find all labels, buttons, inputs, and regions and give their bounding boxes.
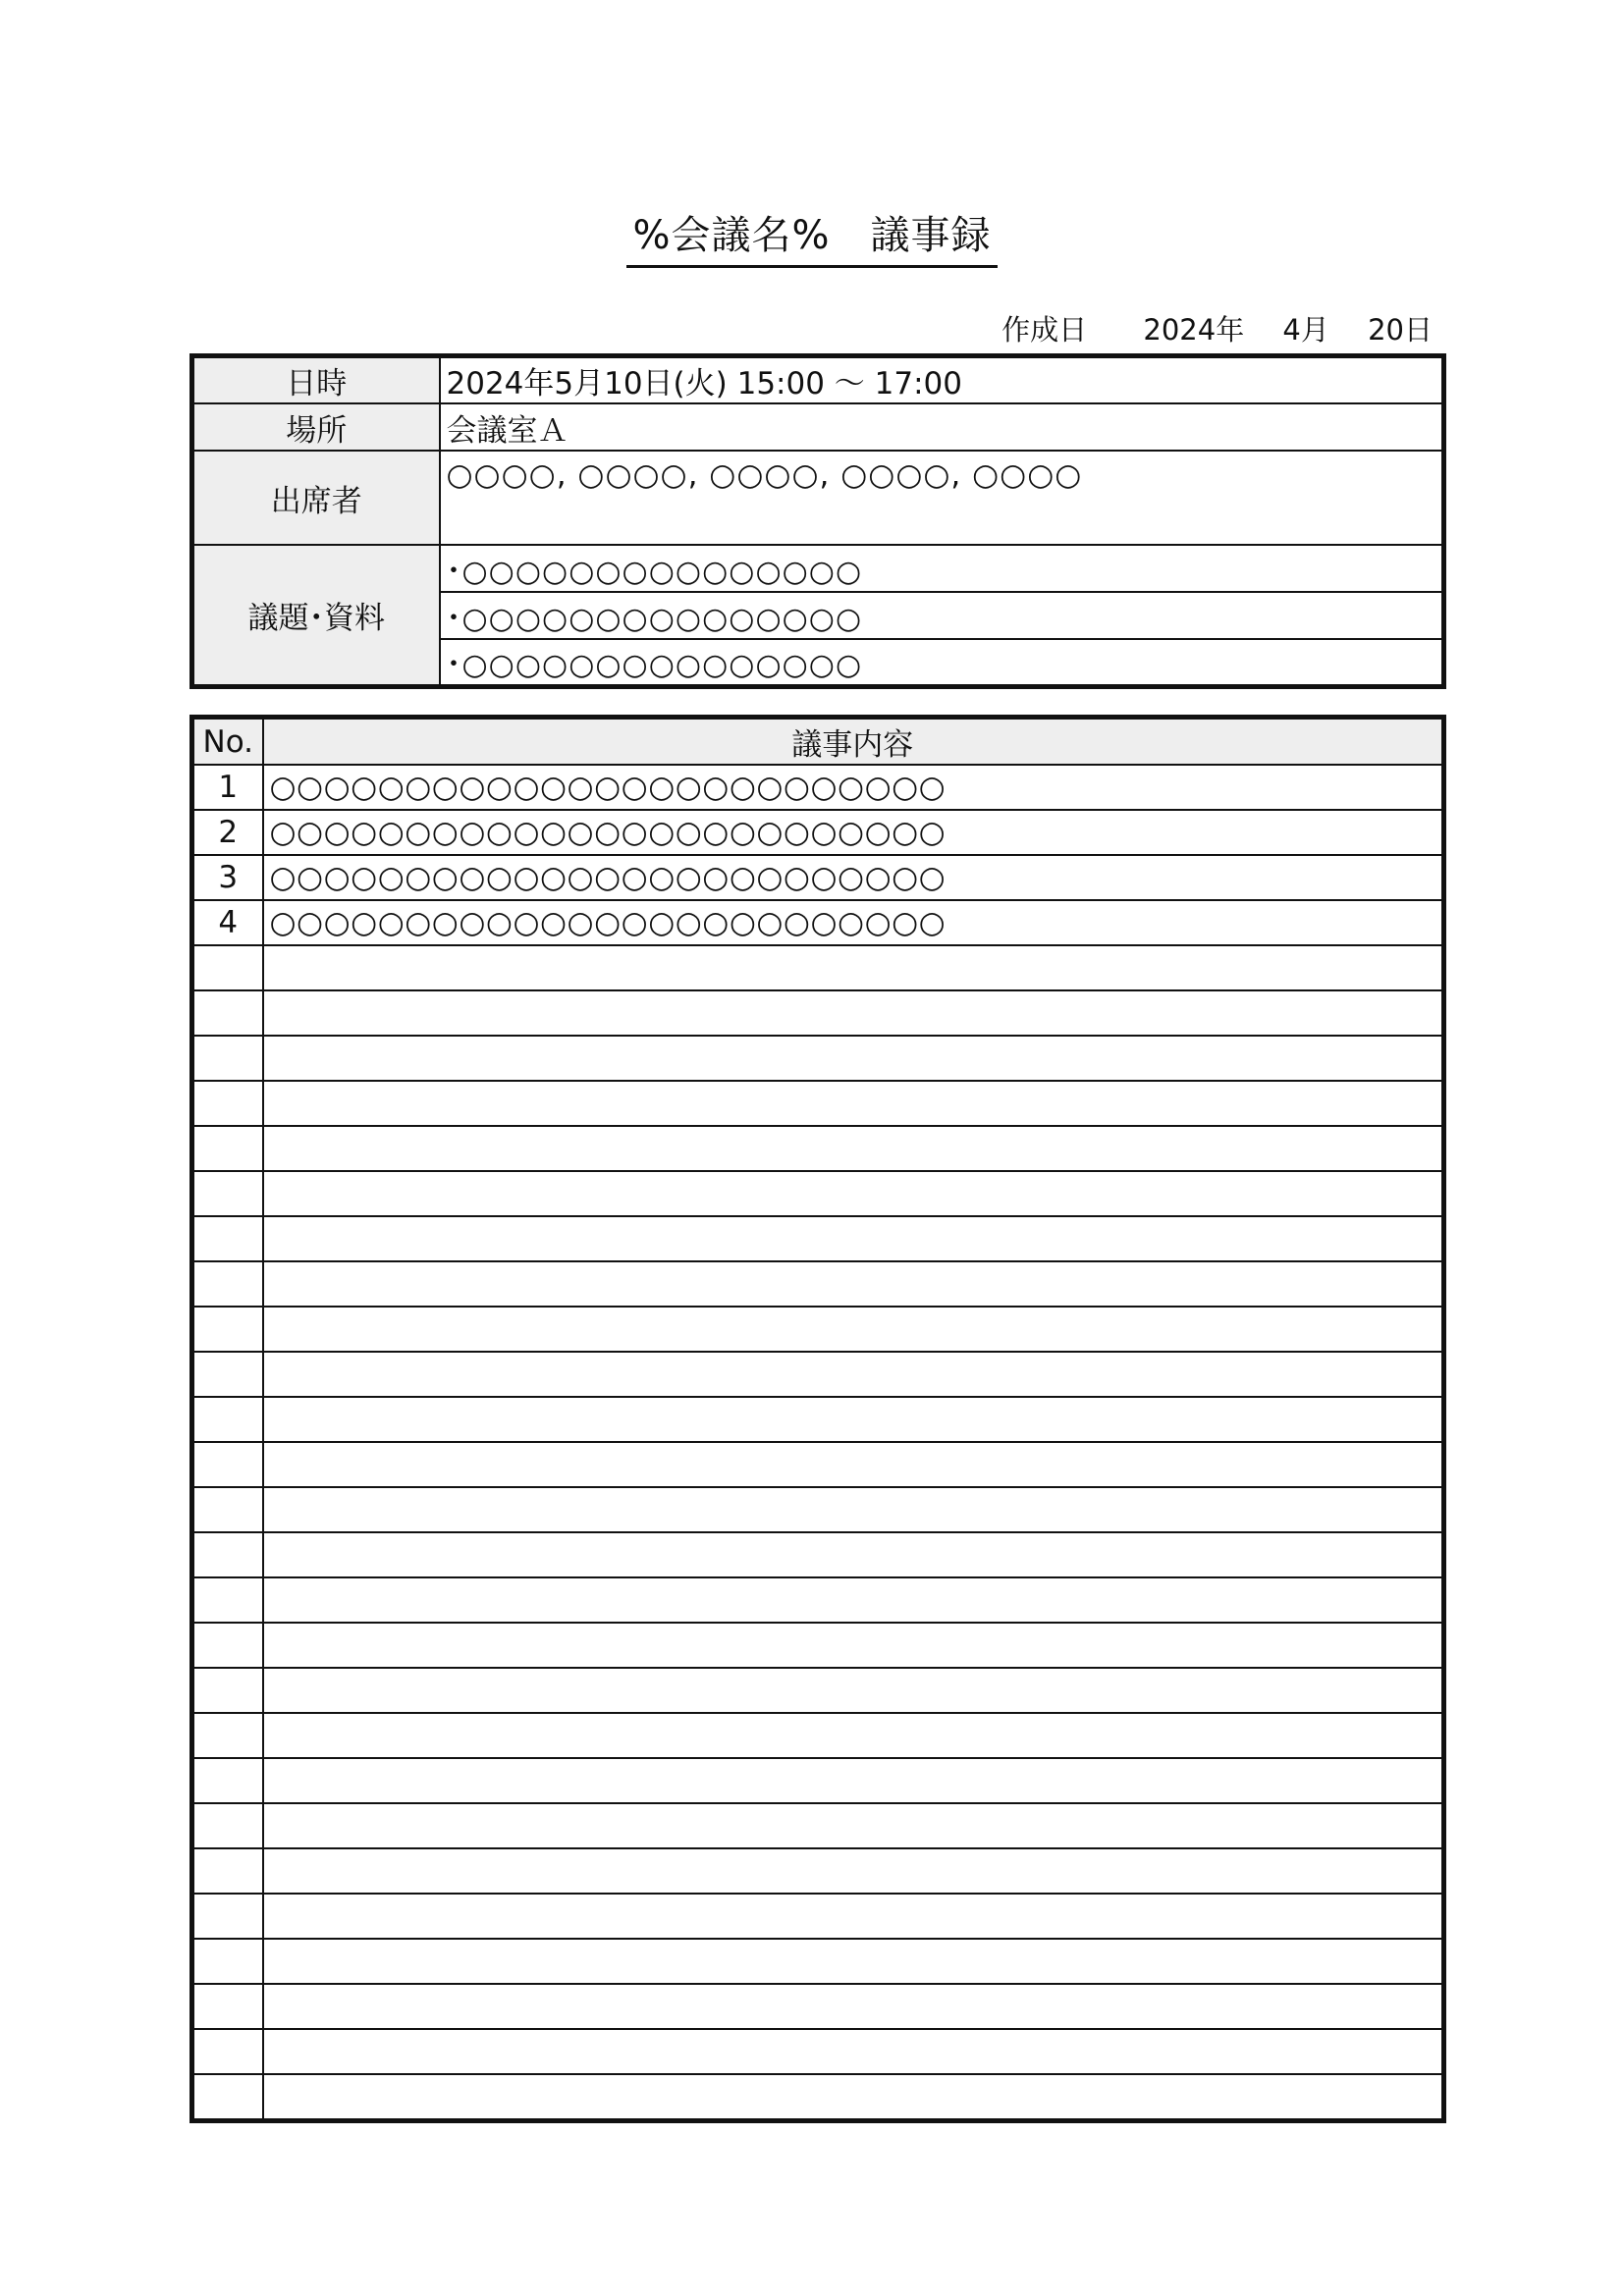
header-content: 議事内容 xyxy=(263,718,1444,766)
row-content[interactable] xyxy=(263,1532,1444,1577)
row-number xyxy=(192,1261,263,1307)
table-row xyxy=(192,1713,1444,1758)
row-number xyxy=(192,1939,263,1984)
minutes-table xyxy=(189,715,1446,2123)
row-number: 1 xyxy=(192,765,263,810)
row-number xyxy=(192,1216,263,1261)
info-row-datetime xyxy=(192,356,1444,404)
table-row xyxy=(192,945,1444,990)
table-row xyxy=(192,1126,1444,1171)
table-row xyxy=(192,1397,1444,1442)
row-content[interactable] xyxy=(263,1984,1444,2029)
table-row xyxy=(192,1036,1444,1081)
datetime-label: 日時 xyxy=(192,356,440,404)
table-row xyxy=(192,1577,1444,1623)
table-row xyxy=(192,1216,1444,1261)
row-content[interactable] xyxy=(263,1171,1444,1216)
row-number xyxy=(192,1894,263,1939)
row-number xyxy=(192,1803,263,1848)
agenda-item[interactable]: ･○○○○○○○○○○○○○○○ xyxy=(440,545,1444,592)
created-year: 2024年 xyxy=(1143,313,1245,347)
created-date xyxy=(1001,310,1433,349)
row-number xyxy=(192,990,263,1036)
row-content[interactable] xyxy=(263,1758,1444,1803)
table-row xyxy=(192,1487,1444,1532)
table-row xyxy=(192,1532,1444,1577)
table-row xyxy=(192,1442,1444,1487)
row-number xyxy=(192,1487,263,1532)
row-content[interactable] xyxy=(263,945,1444,990)
row-content[interactable] xyxy=(263,2029,1444,2074)
row-number xyxy=(192,1848,263,1894)
created-month: 4月 xyxy=(1282,313,1329,347)
row-content[interactable] xyxy=(263,1081,1444,1126)
row-content[interactable] xyxy=(263,1713,1444,1758)
table-row xyxy=(192,1758,1444,1803)
table-row xyxy=(192,1307,1444,1352)
agenda-label: 議題･資料 xyxy=(192,545,440,686)
row-content[interactable] xyxy=(263,1487,1444,1532)
place-label: 場所 xyxy=(192,403,440,451)
place-value[interactable]: 会議室Ａ xyxy=(440,403,1444,451)
table-row xyxy=(192,1894,1444,1939)
row-content[interactable] xyxy=(263,1577,1444,1623)
row-number xyxy=(192,1532,263,1577)
info-row-place xyxy=(192,403,1444,451)
table-row xyxy=(192,2029,1444,2074)
table-row xyxy=(192,1352,1444,1397)
document-title xyxy=(0,208,1624,268)
row-content[interactable] xyxy=(263,1623,1444,1668)
row-number xyxy=(192,1668,263,1713)
row-number xyxy=(192,1307,263,1352)
table-row xyxy=(192,990,1444,1036)
row-content[interactable] xyxy=(263,1216,1444,1261)
agenda-item[interactable]: ･○○○○○○○○○○○○○○○ xyxy=(440,639,1444,686)
row-content[interactable] xyxy=(263,1894,1444,1939)
table-row xyxy=(192,765,1444,810)
table-row xyxy=(192,1171,1444,1216)
row-content[interactable] xyxy=(263,1442,1444,1487)
row-number xyxy=(192,1577,263,1623)
table-row xyxy=(192,855,1444,900)
row-content[interactable] xyxy=(263,1939,1444,1984)
datetime-value[interactable]: 2024年5月10日(火) 15:00 ～ 17:00 xyxy=(440,356,1444,404)
row-number xyxy=(192,1352,263,1397)
row-number xyxy=(192,1713,263,1758)
row-number: 3 xyxy=(192,855,263,900)
row-number xyxy=(192,1081,263,1126)
row-content[interactable]: ○○○○○○○○○○○○○○○○○○○○○○○○○ xyxy=(263,855,1444,900)
table-row xyxy=(192,1261,1444,1307)
row-content[interactable] xyxy=(263,990,1444,1036)
row-number xyxy=(192,1171,263,1216)
row-content[interactable]: ○○○○○○○○○○○○○○○○○○○○○○○○○ xyxy=(263,810,1444,855)
row-content[interactable] xyxy=(263,1668,1444,1713)
row-content[interactable] xyxy=(263,1126,1444,1171)
row-number xyxy=(192,1036,263,1081)
agenda-item[interactable]: ･○○○○○○○○○○○○○○○ xyxy=(440,592,1444,639)
row-content[interactable] xyxy=(263,1352,1444,1397)
row-content[interactable]: ○○○○○○○○○○○○○○○○○○○○○○○○○ xyxy=(263,765,1444,810)
row-number xyxy=(192,1758,263,1803)
table-row xyxy=(192,1081,1444,1126)
row-number xyxy=(192,1442,263,1487)
table-row xyxy=(192,1984,1444,2029)
row-number xyxy=(192,1397,263,1442)
row-content[interactable] xyxy=(263,1036,1444,1081)
info-row-agenda-1 xyxy=(192,545,1444,592)
row-content[interactable] xyxy=(263,1848,1444,1894)
row-number xyxy=(192,1623,263,1668)
table-row xyxy=(192,1668,1444,1713)
created-day: 20日 xyxy=(1368,313,1433,347)
table-row xyxy=(192,1803,1444,1848)
info-row-attendees xyxy=(192,451,1444,545)
row-number xyxy=(192,945,263,990)
table-row xyxy=(192,1623,1444,1668)
table-row xyxy=(192,2074,1444,2121)
row-number: 2 xyxy=(192,810,263,855)
row-content[interactable] xyxy=(263,1307,1444,1352)
table-row xyxy=(192,1939,1444,1984)
attendees-value[interactable]: ○○○○, ○○○○, ○○○○, ○○○○, ○○○○ xyxy=(440,451,1444,545)
row-number xyxy=(192,2029,263,2074)
document-title-text: %会議名% 議事録 xyxy=(626,208,997,268)
meeting-info-table xyxy=(189,353,1446,689)
row-content[interactable] xyxy=(263,1397,1444,1442)
row-number xyxy=(192,1984,263,2029)
minutes-body xyxy=(192,765,1444,2121)
header-no: No. xyxy=(192,718,263,766)
row-number: 4 xyxy=(192,900,263,945)
row-content[interactable] xyxy=(263,1803,1444,1848)
attendees-label: 出席者 xyxy=(192,451,440,545)
row-number xyxy=(192,2074,263,2121)
table-row xyxy=(192,1848,1444,1894)
row-content[interactable] xyxy=(263,1261,1444,1307)
created-date-label: 作成日 xyxy=(1001,313,1088,347)
table-row xyxy=(192,810,1444,855)
row-content[interactable]: ○○○○○○○○○○○○○○○○○○○○○○○○○ xyxy=(263,900,1444,945)
row-content[interactable] xyxy=(263,2074,1444,2121)
table-row xyxy=(192,900,1444,945)
minutes-header-row xyxy=(192,718,1444,766)
row-number xyxy=(192,1126,263,1171)
